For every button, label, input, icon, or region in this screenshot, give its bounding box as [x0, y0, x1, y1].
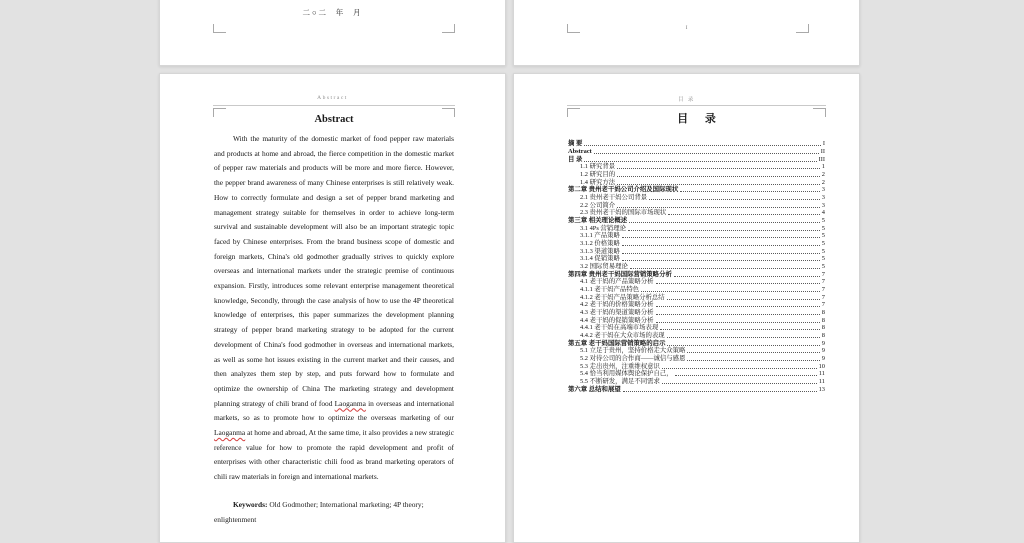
- toc-entry-page-number: 1: [821, 163, 825, 171]
- toc-dot-leader: [623, 391, 817, 392]
- toc-dot-leader: [662, 368, 817, 369]
- toc-entry[interactable]: [568, 171, 825, 179]
- table-of-contents: [568, 140, 825, 393]
- toc-dot-leader: [667, 299, 820, 300]
- toc-entry-page-number: III: [818, 155, 825, 163]
- toc-entry-label: 5.3 走出贵州，注重维权意识: [580, 362, 660, 370]
- running-header: 目 录: [678, 97, 695, 103]
- toc-dot-leader: [656, 314, 820, 315]
- toc-dot-leader: [656, 283, 820, 284]
- toc-dot-leader: [622, 260, 820, 261]
- toc-entry-page-number: 13: [818, 385, 825, 393]
- toc-entry[interactable]: [568, 378, 825, 386]
- toc-entry-page-number: II: [820, 147, 825, 155]
- toc-entry-label: 4.4.2 老干妈在大众市场的表现: [580, 332, 665, 340]
- toc-entry-page-number: 7: [821, 301, 825, 309]
- toc-dot-leader: [674, 276, 820, 277]
- text-boundary-mark: [213, 24, 226, 33]
- toc-entry[interactable]: [568, 186, 825, 194]
- cover-date-line: 二○二 年 月: [302, 8, 363, 17]
- toc-dot-leader: [667, 345, 819, 346]
- toc-entry-page-number: 5: [821, 216, 825, 224]
- toc-entry[interactable]: [568, 217, 825, 225]
- toc-entry[interactable]: [568, 370, 825, 378]
- toc-entry-label: 目 录: [568, 155, 583, 163]
- toc-entry-page-number: 5: [821, 232, 825, 240]
- toc-entry-page-number: 5: [821, 255, 825, 263]
- toc-entry-page-number: 7: [821, 278, 825, 286]
- header-rule: [567, 105, 826, 106]
- toc-entry-label: 3.2 国际贸易理论: [580, 263, 628, 271]
- toc-dot-leader: [622, 245, 820, 246]
- running-header: Abstract: [317, 95, 348, 101]
- misspelled-word: Laoganma: [334, 398, 366, 408]
- toc-dot-leader: [617, 184, 820, 185]
- toc-entry-page-number: 3: [821, 193, 825, 201]
- toc-entry[interactable]: [568, 224, 825, 232]
- toc-entry-page-number: 5: [821, 240, 825, 247]
- toc-entry[interactable]: [568, 293, 825, 301]
- toc-entry[interactable]: [568, 355, 825, 363]
- toc-entry[interactable]: [568, 194, 825, 202]
- toc-entry-label: 第四章 贵州老干妈国际营销策略分析: [568, 270, 672, 278]
- toc-entry[interactable]: [568, 270, 825, 278]
- toc-entry-label: 第三章 相关理论概述: [568, 216, 628, 224]
- toc-dot-leader: [668, 214, 820, 215]
- page-number-footer: I: [685, 25, 688, 31]
- toc-entry[interactable]: [568, 232, 825, 240]
- toc-entry-label: 3.1.2 价格策略: [580, 240, 620, 247]
- toc-dot-leader: [656, 322, 820, 323]
- toc-entry-label: 第六章 总结和展望: [568, 385, 621, 393]
- toc-entry-label: 1.4 研究方法: [580, 178, 616, 186]
- toc-entry-label: 3.1.4 促销策略: [580, 255, 620, 263]
- toc-entry-label: 4.1.2 老干妈产品策略分析总结: [580, 293, 665, 301]
- toc-dot-leader: [687, 360, 819, 361]
- previous-page-bottom: [513, 0, 860, 66]
- toc-entry-page-number: 2: [821, 178, 825, 186]
- keywords-line: [214, 498, 454, 527]
- toc-entry-label: 3.1.1 产品策略: [580, 232, 620, 240]
- toc-entry-label: 2.3 贵州老干妈的国际市场现状: [580, 209, 667, 217]
- toc-entry-page-number: 3: [821, 186, 825, 194]
- toc-entry[interactable]: [568, 347, 825, 355]
- toc-page: [513, 73, 860, 543]
- toc-dot-leader: [594, 153, 819, 154]
- toc-entry-label: 5.2 对待公司的合作商——诚信与感恩: [580, 355, 686, 363]
- toc-entry[interactable]: [568, 263, 825, 271]
- toc-entry[interactable]: [568, 201, 825, 209]
- toc-dot-leader: [656, 306, 820, 307]
- header-rule: [213, 105, 455, 106]
- toc-dot-leader: [687, 352, 819, 353]
- abstract-page: [159, 73, 506, 543]
- toc-entry-label: 4.4 老干妈的促销策略分析: [580, 316, 654, 324]
- toc-entry[interactable]: [568, 362, 825, 370]
- toc-dot-leader: [667, 337, 820, 338]
- keywords-label: Keywords:: [233, 499, 268, 509]
- toc-dot-leader: [629, 222, 820, 223]
- toc-entry-page-number: 11: [818, 378, 825, 386]
- toc-entry-label: 摘 要: [568, 140, 583, 148]
- toc-dot-leader: [617, 207, 820, 208]
- toc-entry-page-number: 9: [821, 355, 825, 363]
- toc-entry-page-number: 4: [821, 209, 825, 217]
- toc-entry-page-number: 7: [821, 286, 825, 294]
- toc-dot-leader: [622, 253, 820, 254]
- toc-entry-page-number: 9: [821, 339, 825, 347]
- toc-entry[interactable]: [568, 209, 825, 217]
- toc-entry[interactable]: [568, 247, 825, 255]
- keywords-text: Old Godmother; International marketing; 4P theory; enlightenment: [214, 499, 424, 524]
- page-title: Abstract: [314, 114, 354, 125]
- toc-entry-label: 3.1 4Ps 营销理论: [580, 224, 626, 232]
- toc-entry[interactable]: [568, 278, 825, 286]
- toc-entry-label: 3.1.3 渠道策略: [580, 247, 620, 255]
- toc-entry-page-number: 7: [821, 270, 825, 278]
- toc-entry-label: 5.5 不断研发，满足不同需求: [580, 378, 660, 386]
- toc-entry-page-number: 8: [821, 324, 825, 332]
- toc-entry-label: 4.1 老干妈的产品策略分析: [580, 278, 654, 286]
- toc-entry-label: 第二章 贵州老干妈公司介绍及国际现状: [568, 186, 679, 194]
- toc-entry[interactable]: [568, 386, 825, 394]
- toc-entry[interactable]: [568, 332, 825, 340]
- toc-entry[interactable]: [568, 163, 825, 171]
- toc-entry-label: 4.2 老干妈的价格策略分析: [580, 301, 654, 309]
- toc-entry-label: 1.1 研究背景: [580, 163, 616, 171]
- toc-dot-leader: [584, 161, 816, 162]
- toc-entry-page-number: 8: [821, 332, 825, 340]
- toc-entry-label: 2.1 贵州老干妈公司背景: [580, 193, 648, 201]
- toc-entry-page-number: 8: [821, 309, 825, 317]
- toc-entry-label: 5.1 立足于贵州，坚持价格走大众策略: [580, 347, 686, 355]
- abstract-paragraph: [214, 132, 454, 485]
- page-title: 目 录: [677, 113, 723, 125]
- text-boundary-mark: [567, 24, 580, 33]
- toc-entry-page-number: 10: [818, 362, 825, 370]
- abstract-text: at home and abroad, At the same time, it also provides a new strategic reference value for how to promote the rapid development and profit of enterprises with other characteristic chili food as brand marketing operators of chili raw materials in foreign and international markets.: [214, 428, 454, 482]
- toc-entry-page-number: 5: [821, 224, 825, 232]
- toc-entry-page-number: 7: [821, 293, 825, 301]
- toc-entry[interactable]: [568, 255, 825, 263]
- toc-entry-label: 5.4 恰当利用媒体舆论保护自己，: [580, 370, 673, 378]
- toc-entry-page-number: 9: [821, 347, 825, 355]
- toc-entry[interactable]: [568, 309, 825, 317]
- toc-entry[interactable]: [568, 155, 825, 163]
- toc-dot-leader: [649, 199, 820, 200]
- toc-entry-label: 第五章 老干妈国际营销策略的启示: [568, 339, 666, 347]
- toc-dot-leader: [680, 191, 820, 192]
- toc-entry-page-number: 5: [821, 263, 825, 271]
- toc-dot-leader: [660, 329, 820, 330]
- abstract-text: With the maturity of the domestic market of food pepper raw materials and products at home and abroad, the fierce competition in the domestic market of pepper raw materials and products will be more and more fierce. However, the pepper brand awareness of many Chinese enterprises is still relatively weak. How to correctly formulate and design a set of pepper brand marketing and management strategy suitable for themselves in order to achieve long-term survival and sustainable development will also be an important strategic topic faced by Chinese enterprises. From the brand business scope of domestic and foreign markets, China's old godmother gradually strives to quickly explore overseas and international markets under the strategic premise of continuous expansion. Firstly, introduces some relevant enterprise management theoretical knowledge, Secondly, through the case analysis of how to use the 4P theoretical knowledge of enterprises, this paper summarizes the development planning strategy of pepper brand marketing strategy to be adopted for the current development of China's food godmother in overseas and international markets, as well as some hot issues existing in the current market and their causes, and then analyzes them step by step, and puts forward how to formulate and optimize the ownership of China The marketing strategy and development planning strategy of chili brand of food: [214, 134, 454, 408]
- cover-page-bottom: [159, 0, 506, 66]
- toc-entry-label: 4.1.1 老干妈产品特色: [580, 286, 640, 294]
- toc-entry[interactable]: [568, 286, 825, 294]
- toc-entry[interactable]: [568, 316, 825, 324]
- toc-dot-leader: [628, 230, 820, 231]
- toc-dot-leader: [675, 375, 817, 376]
- toc-entry[interactable]: [568, 301, 825, 309]
- misspelled-word: Laoganma: [214, 428, 246, 438]
- toc-entry[interactable]: [568, 240, 825, 248]
- toc-dot-leader: [584, 145, 820, 146]
- toc-entry-label: 4.3 老干妈的渠道策略分析: [580, 309, 654, 317]
- toc-entry[interactable]: [568, 324, 825, 332]
- toc-entry[interactable]: [568, 140, 825, 148]
- toc-dot-leader: [641, 291, 820, 292]
- toc-entry-page-number: 5: [821, 247, 825, 255]
- text-boundary-mark: [796, 24, 809, 33]
- toc-entry-page-number: 2: [821, 170, 825, 178]
- toc-entry-label: 1.2 研究目的: [580, 170, 616, 178]
- toc-entry[interactable]: [568, 178, 825, 186]
- toc-dot-leader: [617, 176, 820, 177]
- toc-entry-label: Abstract: [568, 147, 592, 155]
- toc-entry-page-number: 8: [821, 316, 825, 324]
- toc-dot-leader: [622, 237, 820, 238]
- toc-entry-page-number: I: [822, 140, 825, 148]
- toc-dot-leader: [630, 268, 820, 269]
- toc-entry-label: 4.4.1 老干妈在高端市场表现: [580, 324, 659, 332]
- toc-dot-leader: [662, 383, 817, 384]
- toc-entry[interactable]: [568, 339, 825, 347]
- toc-entry-page-number: 3: [821, 201, 825, 209]
- toc-entry-page-number: 11: [818, 370, 825, 378]
- toc-dot-leader: [617, 168, 820, 169]
- text-boundary-mark: [442, 24, 455, 33]
- toc-entry[interactable]: [568, 148, 825, 156]
- abstract-text: in overseas and international markets, so as to promote how to optimize the overseas marketing of our: [214, 398, 454, 423]
- toc-entry-label: 2.2 公司简介: [580, 201, 616, 209]
